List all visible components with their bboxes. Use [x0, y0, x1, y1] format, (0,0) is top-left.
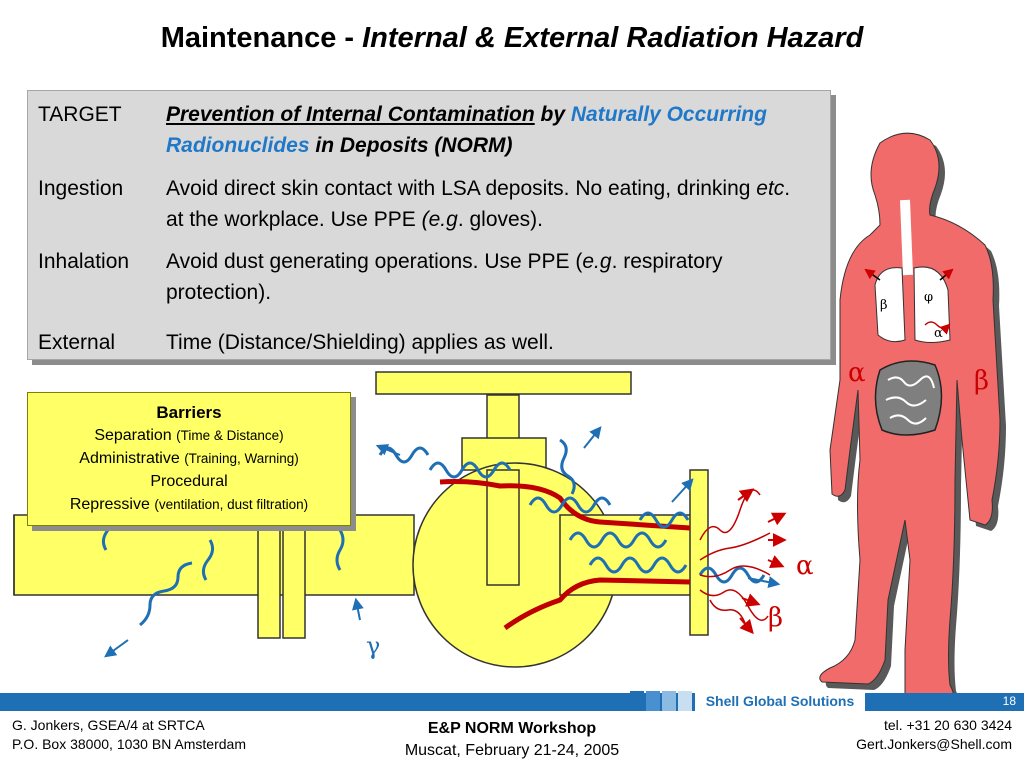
barriers-box — [27, 392, 351, 526]
brand-logo-text: Shell Global Solutions — [695, 691, 865, 711]
target-label: TARGET — [38, 103, 122, 126]
footer-left — [12, 716, 246, 754]
barrier-detail: (ventilation, dust filtration) — [154, 497, 309, 512]
inhalation-text-part1: Avoid dust generating operations. Use PPE ( — [166, 250, 583, 273]
footer-left-line2: P.O. Box 38000, 1030 BN Amsterdam — [12, 736, 246, 752]
alpha-beta-tracks — [700, 490, 770, 626]
inhalation-text — [166, 246, 806, 308]
ingestion-label: Ingestion — [38, 177, 124, 200]
footer-squares — [630, 691, 692, 711]
ingestion-text-part3: . at the workplace. Use PPE — [166, 177, 791, 231]
phi-lung-label: φ — [924, 290, 934, 305]
target-text-part2: by — [534, 103, 571, 126]
inhalation-label: Inhalation — [38, 250, 130, 273]
ingestion-text — [166, 173, 806, 235]
footer-right-line1: tel. +31 20 630 3424 — [883, 717, 1012, 733]
barrier-item — [28, 424, 350, 447]
barrier-main: Separation — [94, 427, 177, 444]
alpha-label-pipe: α — [796, 551, 814, 581]
footer-center — [312, 718, 712, 762]
footer-center-line1: E&P NORM Workshop — [427, 720, 597, 737]
ingestion-text-part2: etc — [756, 177, 785, 200]
footer-bar — [0, 693, 1024, 711]
external-text: Time (Distance/Shielding) applies as well. — [166, 331, 554, 354]
target-text-part4: in Deposits (NORM) — [309, 134, 513, 157]
target-text — [166, 99, 806, 161]
ingestion-text-part4: (e.g — [421, 208, 458, 231]
barrier-main: Repressive — [69, 496, 155, 513]
gamma-label: γ — [366, 632, 381, 660]
title-main: Maintenance - — [160, 22, 363, 54]
footer-center-line2: Muscat, February 21-24, 2005 — [404, 742, 620, 759]
barrier-detail: (Time & Distance) — [176, 428, 284, 443]
beta-label-pipe: β — [768, 603, 784, 633]
barrier-item — [28, 470, 350, 493]
barrier-item — [28, 493, 350, 516]
target-box — [27, 90, 831, 360]
footer-right — [856, 716, 1012, 754]
ingestion-text-part5: . gloves). — [457, 208, 544, 231]
footer-right-line2: Gert.Jonkers@Shell.com — [856, 736, 1012, 752]
beta-label-body: β — [974, 366, 990, 396]
beta-lung-label: β — [880, 298, 888, 313]
human-figure — [820, 133, 1006, 708]
alpha-label-body: α — [848, 358, 866, 388]
external-label: External — [38, 331, 116, 354]
barrier-main: Administrative — [79, 450, 185, 467]
barrier-detail: (Training, Warning) — [184, 451, 299, 466]
barriers-heading: Barriers — [156, 403, 222, 422]
footer-left-line1: G. Jonkers, GSEA/4 at SRTCA — [12, 717, 205, 733]
page-number: 18 — [1002, 694, 1016, 708]
target-text-part3: Naturally Occurring Radionuclides — [166, 103, 767, 157]
inhalation-text-part2: e.g — [582, 250, 612, 273]
barrier-main: Procedural — [150, 473, 228, 490]
inhalation-text-part3: . respiratory protection). — [166, 250, 723, 304]
ingestion-text-part1: Avoid direct skin contact with LSA deposits. No eating, drinking — [166, 177, 757, 200]
target-text-part1: Prevention of Internal Contamination — [166, 103, 535, 126]
alpha-lung-label: α — [934, 326, 943, 341]
barrier-item — [28, 447, 350, 470]
title-italic: Internal & External Radiation Hazard — [362, 22, 864, 54]
